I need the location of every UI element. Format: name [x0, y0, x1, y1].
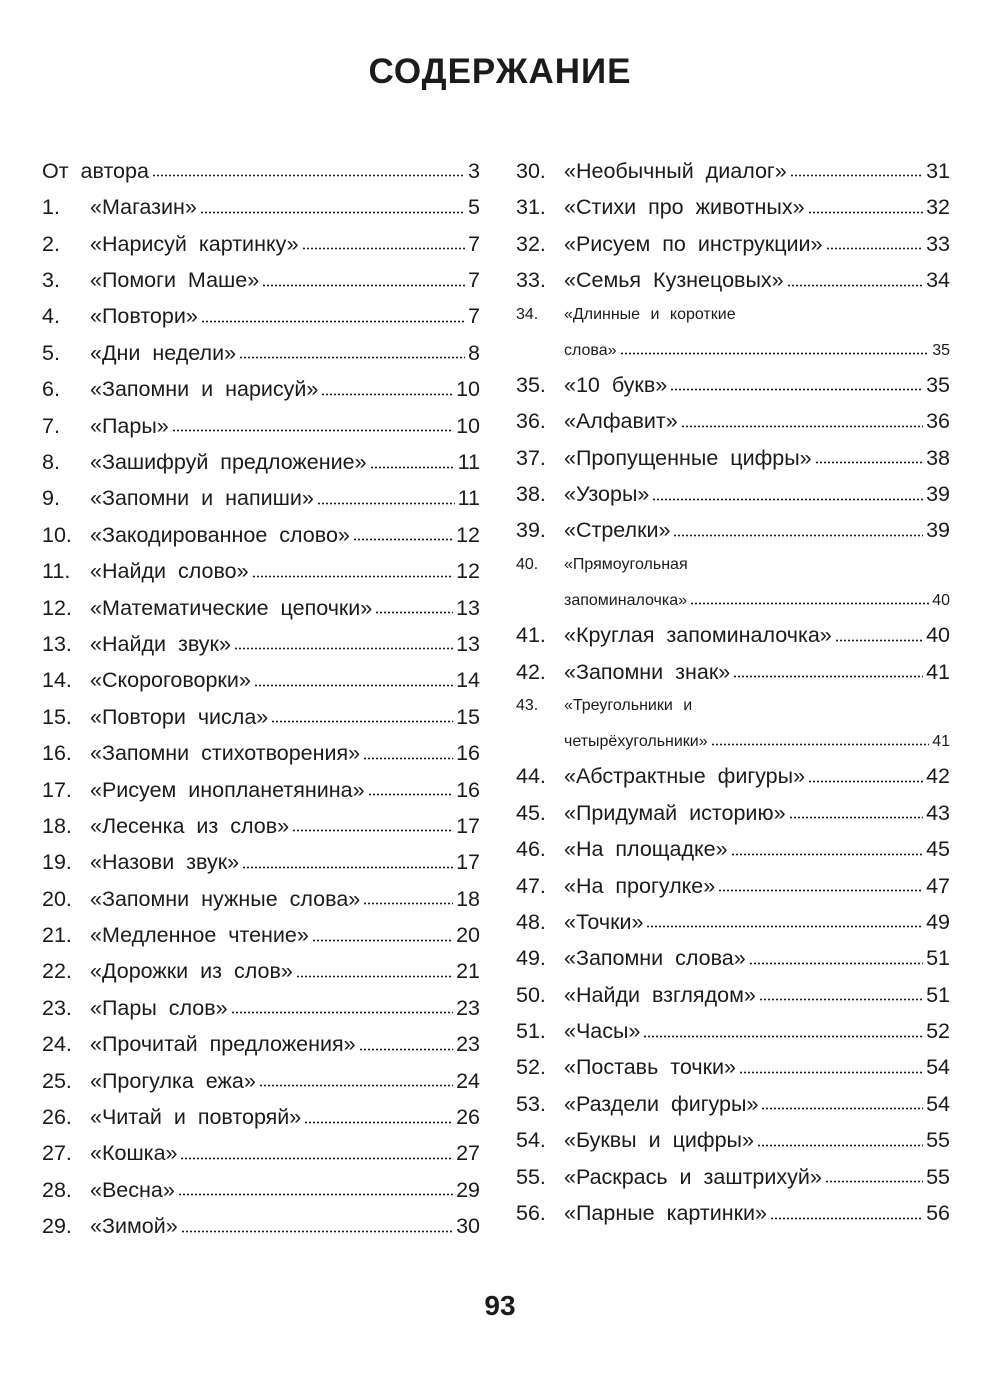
- entry-title: «На площадке»: [564, 837, 728, 862]
- entry-title: «Придумай историю»: [564, 800, 786, 825]
- entry-page: 41: [926, 659, 950, 684]
- dot-leader: [711, 743, 930, 746]
- entry-title: «Буквы и цифры»: [564, 1128, 754, 1153]
- toc-entry: [516, 751, 950, 787]
- entry-title: «Читай и повторяй»: [90, 1105, 302, 1130]
- entry-page: 7: [468, 268, 480, 293]
- entry-number: 34.: [516, 305, 539, 323]
- entry-number: 27.: [42, 1141, 72, 1166]
- dot-leader: [259, 1084, 453, 1087]
- entry-title: «Нарисуй картинку»: [90, 231, 299, 256]
- entry-number: 28.: [42, 1177, 72, 1202]
- toc-entry: [42, 1201, 480, 1237]
- entry-page: 41: [932, 733, 950, 751]
- entry-title: «Раздели фигуры»: [564, 1091, 759, 1116]
- entry-title: «Стрелки»: [564, 518, 671, 543]
- entry-title: «Запомни знак»: [564, 659, 731, 684]
- entry-number: 10.: [42, 522, 72, 547]
- entry-number: 49.: [516, 946, 546, 971]
- dot-leader: [152, 174, 465, 177]
- entry-page: 55: [926, 1164, 950, 1189]
- toc-entry: [516, 1006, 950, 1042]
- toc-entry: [516, 182, 950, 218]
- entry-number: 16.: [42, 741, 72, 766]
- dot-leader: [733, 675, 923, 678]
- toc-entry: [42, 619, 480, 655]
- dot-leader: [178, 1193, 453, 1196]
- entry-page: 12: [456, 559, 480, 584]
- dot-leader: [368, 793, 454, 796]
- entry-number: 43.: [516, 697, 539, 715]
- toc-entry: [42, 1129, 480, 1165]
- entry-page: 20: [456, 923, 480, 948]
- entry-page: 52: [926, 1019, 950, 1044]
- entry-page: 7: [468, 231, 480, 256]
- entry-page: 45: [926, 837, 950, 862]
- entry-page: 14: [456, 668, 480, 693]
- entry-page: 26: [456, 1105, 480, 1130]
- entry-number: 20.: [42, 886, 72, 911]
- entry-title: «Круглая запоминалочка»: [564, 623, 832, 648]
- entry-page: 11: [457, 486, 480, 511]
- dot-leader: [201, 320, 465, 323]
- dot-leader: [670, 388, 923, 391]
- entry-number: 15.: [42, 704, 72, 729]
- entry-page: 55: [926, 1128, 950, 1153]
- entry-title: «Найди звук»: [90, 631, 231, 656]
- dot-leader: [739, 1071, 923, 1074]
- entry-number: 53.: [516, 1091, 546, 1116]
- toc-entry: [516, 255, 950, 291]
- dot-leader: [826, 247, 924, 250]
- toc-entry: [42, 401, 480, 437]
- entry-title: «Найди взглядом»: [564, 982, 756, 1007]
- entry-number: 23.: [42, 995, 72, 1020]
- entry-page: 31: [926, 158, 950, 183]
- entry-title: «Найди слово»: [90, 559, 249, 584]
- entry-title: «Повтори»: [90, 304, 198, 329]
- dot-leader: [252, 575, 454, 578]
- toc-entry: [42, 292, 480, 328]
- dot-leader: [180, 1157, 453, 1160]
- entry-number: 6.: [42, 377, 60, 402]
- entry-title-continued: слова»: [564, 341, 617, 359]
- entry-page: 39: [926, 518, 950, 543]
- entry-page: 21: [456, 959, 480, 984]
- entry-title: «Рисуем по инструкции»: [564, 231, 823, 256]
- entry-title: «10 букв»: [564, 372, 668, 397]
- toc-entry: [42, 255, 480, 291]
- toc-entry: [42, 437, 480, 473]
- entry-title-continued: четырёхугольники»: [564, 733, 708, 751]
- dot-leader: [181, 1230, 453, 1233]
- toc-entry: [516, 824, 950, 860]
- dot-leader: [375, 611, 453, 614]
- dot-leader: [835, 639, 923, 642]
- entry-number: 36.: [516, 409, 546, 434]
- entry-page: 35: [926, 372, 950, 397]
- entry-title: «Запомни и нарисуй»: [90, 377, 319, 402]
- entry-title: «Узоры»: [564, 482, 650, 507]
- dot-leader: [239, 356, 465, 359]
- entry-title: «Назови звук»: [90, 850, 240, 875]
- entry-page: 23: [456, 995, 480, 1020]
- dot-leader: [317, 502, 455, 505]
- entry-page: 38: [926, 445, 950, 470]
- entry-page: 5: [468, 195, 480, 220]
- toc-entry: [42, 510, 480, 546]
- dot-leader: [749, 962, 923, 965]
- page-title: СОДЕРЖАНИЕ: [368, 52, 632, 91]
- dot-leader: [353, 538, 453, 541]
- entry-title: «Скороговорки»: [90, 668, 251, 693]
- dot-leader: [757, 1144, 923, 1147]
- toc-entry: [516, 1152, 950, 1188]
- dot-leader: [681, 425, 923, 428]
- toc-entry: [42, 328, 480, 364]
- dot-leader: [321, 393, 453, 396]
- entry-title: «Пары слов»: [90, 995, 228, 1020]
- entry-title: «Дни недели»: [90, 340, 237, 365]
- entry-number: 21.: [42, 923, 72, 948]
- entry-title: «На прогулке»: [564, 873, 716, 898]
- toc-entry: [516, 933, 950, 969]
- entry-page: 32: [926, 195, 950, 220]
- toc-entry: [42, 364, 480, 400]
- entry-number: 39.: [516, 518, 546, 543]
- entry-number: 8.: [42, 450, 60, 475]
- dot-leader: [620, 352, 930, 355]
- entry-number: 33.: [516, 268, 546, 293]
- entry-number: 30.: [516, 158, 546, 183]
- entry-title: «Пары»: [90, 413, 169, 438]
- entry-page: 7: [468, 304, 480, 329]
- entry-number: 19.: [42, 850, 72, 875]
- toc-entry: [516, 292, 950, 360]
- entry-page: 24: [456, 1068, 480, 1093]
- entry-number: 41.: [516, 623, 546, 648]
- entry-number: 55.: [516, 1164, 546, 1189]
- entry-title: «Поставь точки»: [564, 1055, 736, 1080]
- dot-leader: [370, 466, 455, 469]
- toc-entry: [42, 474, 480, 510]
- toc-entry: [42, 655, 480, 691]
- entry-title: «Прочитай предложения»: [90, 1032, 356, 1057]
- entry-page: 17: [456, 850, 480, 875]
- entry-page: 47: [926, 873, 950, 898]
- entry-page: 33: [926, 231, 950, 256]
- entry-number: 7.: [42, 413, 60, 438]
- entry-page: 43: [926, 800, 950, 825]
- entry-page: 35: [932, 341, 950, 359]
- toc-entry: [516, 897, 950, 933]
- dot-leader: [759, 998, 923, 1001]
- toc-entry: [516, 1079, 950, 1115]
- toc-entry: [516, 610, 950, 646]
- entry-title: «Прямоугольная: [564, 555, 688, 573]
- dot-leader: [790, 174, 923, 177]
- dot-leader: [787, 284, 923, 287]
- entry-title: «Часы»: [564, 1019, 641, 1044]
- entry-title: «Весна»: [90, 1177, 175, 1202]
- entry-page: 39: [926, 482, 950, 507]
- entry-number: 26.: [42, 1105, 72, 1130]
- entry-title: «Длинные и короткие: [564, 305, 736, 323]
- entry-page: 13: [456, 595, 480, 620]
- toc-entry: [42, 728, 480, 764]
- entry-title: «Помоги Маше»: [90, 268, 260, 293]
- dot-leader: [363, 902, 453, 905]
- entry-page: 40: [926, 623, 950, 648]
- toc-right-column: [516, 146, 950, 1225]
- entry-page: 17: [456, 813, 480, 838]
- toc-entry: [42, 146, 480, 182]
- toc-entry: [516, 788, 950, 824]
- dot-leader: [808, 780, 923, 783]
- entry-number: 4.: [42, 304, 60, 329]
- toc-entry: [42, 765, 480, 801]
- entry-number: 44.: [516, 764, 546, 789]
- entry-title: «Прогулка ежа»: [90, 1068, 256, 1093]
- entry-page: 49: [926, 909, 950, 934]
- entry-page: 54: [926, 1055, 950, 1080]
- toc-entry: [42, 182, 480, 218]
- entry-page: 34: [926, 268, 950, 293]
- entry-page: 56: [926, 1201, 950, 1226]
- toc-entry: [516, 219, 950, 255]
- dot-leader: [262, 284, 465, 287]
- toc-entry: [42, 910, 480, 946]
- toc-entry: [42, 1056, 480, 1092]
- entry-page: 18: [456, 886, 480, 911]
- entry-number: 56.: [516, 1201, 546, 1226]
- entry-title-continued: запоминалочка»: [564, 592, 688, 610]
- toc-entry: [42, 837, 480, 873]
- entry-number: 2.: [42, 231, 60, 256]
- toc-left-column: [42, 146, 480, 1238]
- toc-entry: [42, 1092, 480, 1128]
- entry-page: 42: [926, 764, 950, 789]
- entry-number: 24.: [42, 1032, 72, 1057]
- entry-title: «Стихи про животных»: [564, 195, 805, 220]
- entry-page: 10: [456, 377, 480, 402]
- entry-title: «Зашифруй предложение»: [90, 450, 367, 475]
- dot-leader: [363, 757, 453, 760]
- entry-title: «Абстрактные фигуры»: [564, 764, 806, 789]
- entry-number: 25.: [42, 1068, 72, 1093]
- entry-number: 22.: [42, 959, 72, 984]
- dot-leader: [825, 1180, 923, 1183]
- toc-entry: [42, 1165, 480, 1201]
- dot-leader: [673, 534, 923, 537]
- entry-number: 29.: [42, 1214, 72, 1239]
- dot-leader: [242, 866, 453, 869]
- dot-leader: [808, 211, 924, 214]
- entry-title: «Необычный диалог»: [564, 158, 787, 183]
- entry-page: 11: [457, 450, 480, 475]
- toc-entry: [42, 947, 480, 983]
- entry-page: 15: [456, 704, 480, 729]
- entry-page: 23: [456, 1032, 480, 1057]
- dot-leader: [718, 889, 923, 892]
- entry-title: «Медленное чтение»: [90, 923, 309, 948]
- entry-page: 16: [456, 777, 480, 802]
- entry-title: «Закодированное слово»: [90, 522, 350, 547]
- entry-page: 40: [932, 592, 950, 610]
- toc-entry: [516, 970, 950, 1006]
- entry-number: 48.: [516, 909, 546, 934]
- dot-leader: [234, 647, 453, 650]
- dot-leader: [646, 925, 923, 928]
- dot-leader: [731, 853, 924, 856]
- toc-entry: [516, 146, 950, 182]
- entry-page: 54: [926, 1091, 950, 1116]
- toc-entry: [42, 583, 480, 619]
- toc-entry: [516, 1043, 950, 1079]
- entry-number: 13.: [42, 631, 72, 656]
- dot-leader: [231, 1011, 453, 1014]
- entry-page: 27: [456, 1141, 480, 1166]
- entry-number: 40.: [516, 555, 539, 573]
- entry-title: «Запомни нужные слова»: [90, 886, 361, 911]
- entry-title: «Пропущенные цифры»: [564, 445, 812, 470]
- entry-number: 51.: [516, 1019, 546, 1044]
- entry-number: 42.: [516, 659, 546, 684]
- entry-number: 35.: [516, 372, 546, 397]
- entry-title: «Запомни слова»: [564, 946, 746, 971]
- entry-number: 32.: [516, 231, 546, 256]
- entry-title: «Точки»: [564, 909, 644, 934]
- entry-title: «Кошка»: [90, 1141, 178, 1166]
- entry-title: «Повтори числа»: [90, 704, 269, 729]
- entry-title: «Алфавит»: [564, 409, 678, 434]
- toc-entry: [42, 983, 480, 1019]
- entry-page: 8: [468, 340, 480, 365]
- toc-entry: [516, 1188, 950, 1224]
- dot-leader: [359, 1048, 454, 1051]
- dot-leader: [770, 1217, 923, 1220]
- entry-page: 16: [456, 741, 480, 766]
- entry-number: 9.: [42, 486, 60, 511]
- toc-entry: [42, 692, 480, 728]
- entry-number: 5.: [42, 340, 60, 365]
- entry-title: «Лесенка из слов»: [90, 813, 290, 838]
- entry-number: 46.: [516, 837, 546, 862]
- dot-leader: [271, 720, 453, 723]
- toc-entry: [516, 506, 950, 542]
- entry-number: 18.: [42, 813, 72, 838]
- entry-number: 38.: [516, 482, 546, 507]
- toc-entry: [516, 469, 950, 505]
- entry-title: «Зимой»: [90, 1214, 178, 1239]
- page-number: 93: [484, 1290, 516, 1321]
- entry-page: 3: [468, 158, 480, 183]
- entry-number: 50.: [516, 982, 546, 1007]
- toc-entry: [516, 1115, 950, 1151]
- entry-title: «Рисуем инопланетянина»: [90, 777, 365, 802]
- toc-entry: [516, 360, 950, 396]
- dot-leader: [304, 1121, 453, 1124]
- entry-page: 13: [456, 631, 480, 656]
- entry-title: «Раскрась и заштрихуй»: [564, 1164, 822, 1189]
- entry-number: 11.: [42, 559, 71, 584]
- dot-leader: [172, 429, 453, 432]
- dot-leader: [815, 461, 923, 464]
- toc-entry: [516, 396, 950, 432]
- entry-number: 54.: [516, 1128, 546, 1153]
- toc-entry: [516, 861, 950, 897]
- dot-leader: [292, 829, 453, 832]
- entry-title: «Запомни и напиши»: [90, 486, 314, 511]
- entry-page: 51: [926, 946, 950, 971]
- toc-entry: [516, 647, 950, 683]
- dot-leader: [652, 498, 923, 501]
- toc-entry: [42, 874, 480, 910]
- entry-title: «Треугольники и: [564, 697, 693, 715]
- entry-title: «Магазин»: [90, 195, 197, 220]
- entry-page: 30: [456, 1214, 480, 1239]
- dot-leader: [296, 975, 453, 978]
- entry-number: 12.: [42, 595, 72, 620]
- entry-title: «Математические цепочки»: [90, 595, 373, 620]
- toc-entry: [42, 546, 480, 582]
- entry-number: 45.: [516, 800, 546, 825]
- entry-number: 31.: [516, 195, 546, 220]
- dot-leader: [643, 1035, 923, 1038]
- dot-leader: [312, 939, 453, 942]
- dot-leader: [690, 602, 929, 605]
- dot-leader: [254, 684, 453, 687]
- toc-entry: [42, 801, 480, 837]
- dot-leader: [789, 816, 924, 819]
- toc-entry: [516, 542, 950, 610]
- entry-page: 29: [456, 1177, 480, 1202]
- entry-number: 37.: [516, 445, 546, 470]
- toc-entry: [42, 1019, 480, 1055]
- entry-number: 3.: [42, 268, 60, 293]
- entry-title: «Семья Кузнецовых»: [564, 268, 784, 293]
- entry-page: 36: [926, 409, 950, 434]
- entry-page: 10: [456, 413, 480, 438]
- entry-title: От автора: [42, 158, 149, 183]
- entry-title: «Дорожки из слов»: [90, 959, 293, 984]
- entry-title: «Запомни стихотворения»: [90, 741, 361, 766]
- entry-title: «Парные картинки»: [564, 1201, 768, 1226]
- entry-number: 1.: [42, 195, 60, 220]
- toc-entry: [516, 683, 950, 751]
- entry-page: 12: [456, 522, 480, 547]
- dot-leader: [302, 247, 465, 250]
- entry-number: 52.: [516, 1055, 546, 1080]
- dot-leader: [200, 211, 465, 214]
- dot-leader: [761, 1107, 923, 1110]
- entry-page: 51: [926, 982, 950, 1007]
- entry-number: 47.: [516, 873, 546, 898]
- toc-entry: [42, 219, 480, 255]
- toc-entry: [516, 433, 950, 469]
- entry-number: 17.: [42, 777, 72, 802]
- entry-number: 14.: [42, 668, 72, 693]
